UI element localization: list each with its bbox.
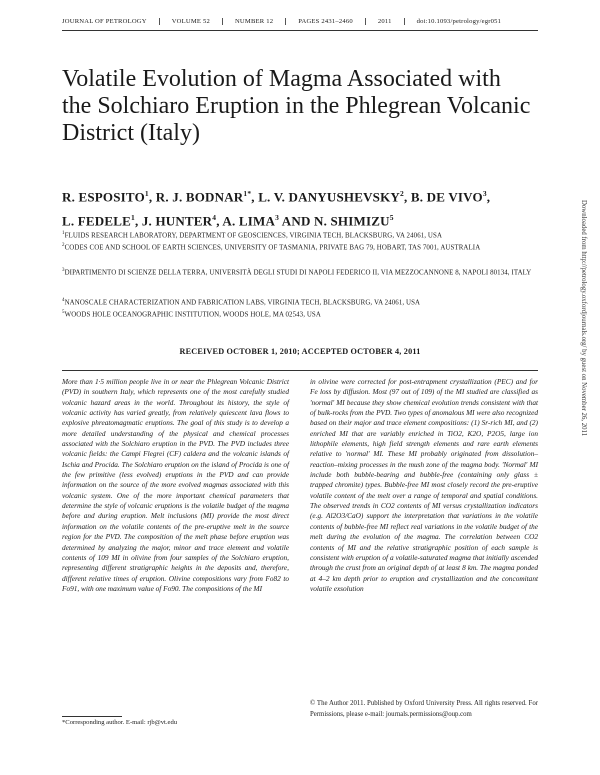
corresponding-author-footnote: *Corresponding author. E-mail: rjb@vt.edu <box>62 719 178 726</box>
author: B. DE VIVO <box>410 189 483 205</box>
page-range: PAGES 2431–2460 <box>298 18 366 25</box>
author: L. FEDELE <box>62 213 131 229</box>
author-line-2: L. FEDELE$^1$, J. HUNTER$^4$, A. LIMA$^3$ AND N. SHIMIZU$^5$ <box>62 213 394 229</box>
affiliation-2: $^2$CODES COE AND SCHOOL OF EARTH SCIENCES, UNIVERSITY OF TASMANIA, PRIVATE BAG 79, HOBART, TAS 7001, AUSTRALIA <box>62 243 481 252</box>
affiliation-1: $^1$FLUIDS RESEARCH LABORATORY, DEPARTMENT OF GEOSCIENCES, VIRGINIA TECH, BLACKSBURG, VA 24061, USA <box>62 231 443 240</box>
author-list <box>62 183 542 232</box>
journal-name: JOURNAL OF PETROLOGY <box>62 18 160 25</box>
author: N. SHIMIZU <box>314 213 390 229</box>
and-word: AND <box>281 213 311 229</box>
author: L. V. DANYUSHEVSKY <box>258 189 401 205</box>
download-notice-text: Downloaded from http://petrology.oxfordjournals.org/ by guest on November 26, 2011 <box>580 200 587 437</box>
footnote-rule <box>62 716 122 717</box>
abstract-rule <box>62 370 538 371</box>
header-rule <box>62 30 538 31</box>
volume: VOLUME 52 <box>172 18 223 25</box>
author: J. HUNTER <box>141 213 213 229</box>
affiliation-4: $^4$NANOSCALE CHARACTERIZATION AND FABRICATION LABS, VIRGINIA TECH, BLACKSBURG, VA 24061, USA <box>62 298 421 307</box>
abstract-column-right: in olivine were corrected for post-entrapment crystallization (PEC) and for Fe loss by diffusion. Most (97 out of 109) of the MI studied are classified as 'normal' MI because they show chemical evolution trends consistent with that of bulk-rocks from the PVD. Two types of anomalous MI were also recognized based on their major and trace element compositions: (1) Sr-rich MI, and (2) enriched MI that are variably enriched in TiO2, K2O, P2O5, large ion lithophile elements, high field strength elements and rare earth elements relative to 'normal' MI. These MI probably originated from dissolution–reaction–mixing processes in the mush zone of the magma body. 'Normal' MI include both bubble-bearing and bubble-free (containing only glass ± trapped chromite) types. Bubble-free MI most closely record the pre-eruptive volatile content of the melt over a range of temporal and spatial conditions. The observed trends in CO2 contents of MI versus crystallization indicators (e.g. Al2O3/CaO) support the interpretation that variations in the volatile contents of bubble-free MI reflect real variations in the volatile budget of the melt during the evolution of the magma. The correlation between CO2 contents of MI and the relative stratigraphic position of each sample is consistent with eruption of a volatile-saturated magma that initially ascended through the crust from an original depth of at least 8 km. The magma ponded at 4–2 km depth prior to eruption and crystallization and the concomitant volatile exsolution <box>310 377 538 593</box>
author: R. J. BODNAR <box>155 189 244 205</box>
affiliation-5: $^5$WOODS HOLE OCEANOGRAPHIC INSTITUTION, WOODS HOLE, MA 02543, USA <box>62 310 321 319</box>
article-title: Volatile Evolution of Magma Associated with the Solchiaro Eruption in the Phlegrean Volcanic District (Italy) <box>62 66 531 146</box>
author: R. ESPOSITO <box>62 189 145 205</box>
doi: doi:10.1093/petrology/egr051 <box>416 17 502 25</box>
abstract-column-left: More than 1·5 million people live in or near the Phlegrean Volcanic District (PVD) in southern Italy, which represents one of the most carefully studied volcanic hazard areas in the world. Throughout its history, the style of volcanic activity has varied greatly, from relatively quiescent lava flows to explosive phreatomagmatic eruptions. The goal of this study is to develop a more detailed understanding of the physical and chemical processes associated with the Solchiaro eruption in the PVD. The PVD includes three volcanic fields: the Campi Flegrei (CF) caldera and the volcanic islands of Ischia and Procida. The Solchiaro eruption on the island of Procida is one of the few primitive (less evolved) eruptions in the PVD and can provide information on the source of the more evolved magmas associated with this volcanic system. One of the more important chemical parameters that determine the style of volcanic eruptions is the volatile budget of the magma before and during eruption. Melt inclusions (MI) provide the most direct information on the volatile contents of the pre-eruptive melt in the source region for the PVD. The composition of the melt phase before eruption was determined by analyzing the major, minor and trace element and volatile contents of 109 MI in olivine from four samples of the Solchiaro eruption, representing different stratigraphic heights in the deposits and, therefore, different relative times of eruption. Olivine compositions vary from Fo82 to Fo91, with one maximum value of Fo90. The compositions of the MI <box>62 377 289 593</box>
received-accepted-dates: RECEIVED OCTOBER 1, 2010; ACCEPTED OCTOBER 4, 2011 <box>179 347 421 356</box>
year: 2011 <box>378 18 405 25</box>
affiliation-3: $^3$DIPARTIMENTO DI SCIENZE DELLA TERRA, UNIVERSITÀ DEGLI STUDI DI NAPOLI FEDERICO II, VIA MEZZOCANNONE 8, NAPOLI 80134, ITALY <box>62 268 532 277</box>
download-notice <box>578 200 590 670</box>
author: A. LIMA <box>222 213 276 229</box>
journal-header <box>62 15 538 27</box>
issue-number: NUMBER 12 <box>235 18 286 25</box>
author-line-1: R. ESPOSITO$^1$, R. J. $BODNAR^{1*}$, L. V. DANYUSHEVSKY$^2$, B. DE VIVO$^3$, <box>62 189 491 205</box>
copyright-notice: © The Author 2011. Published by Oxford University Press. All rights reserved. For Permissions, please e-mail: journals.permissions@oup.com <box>310 700 538 718</box>
